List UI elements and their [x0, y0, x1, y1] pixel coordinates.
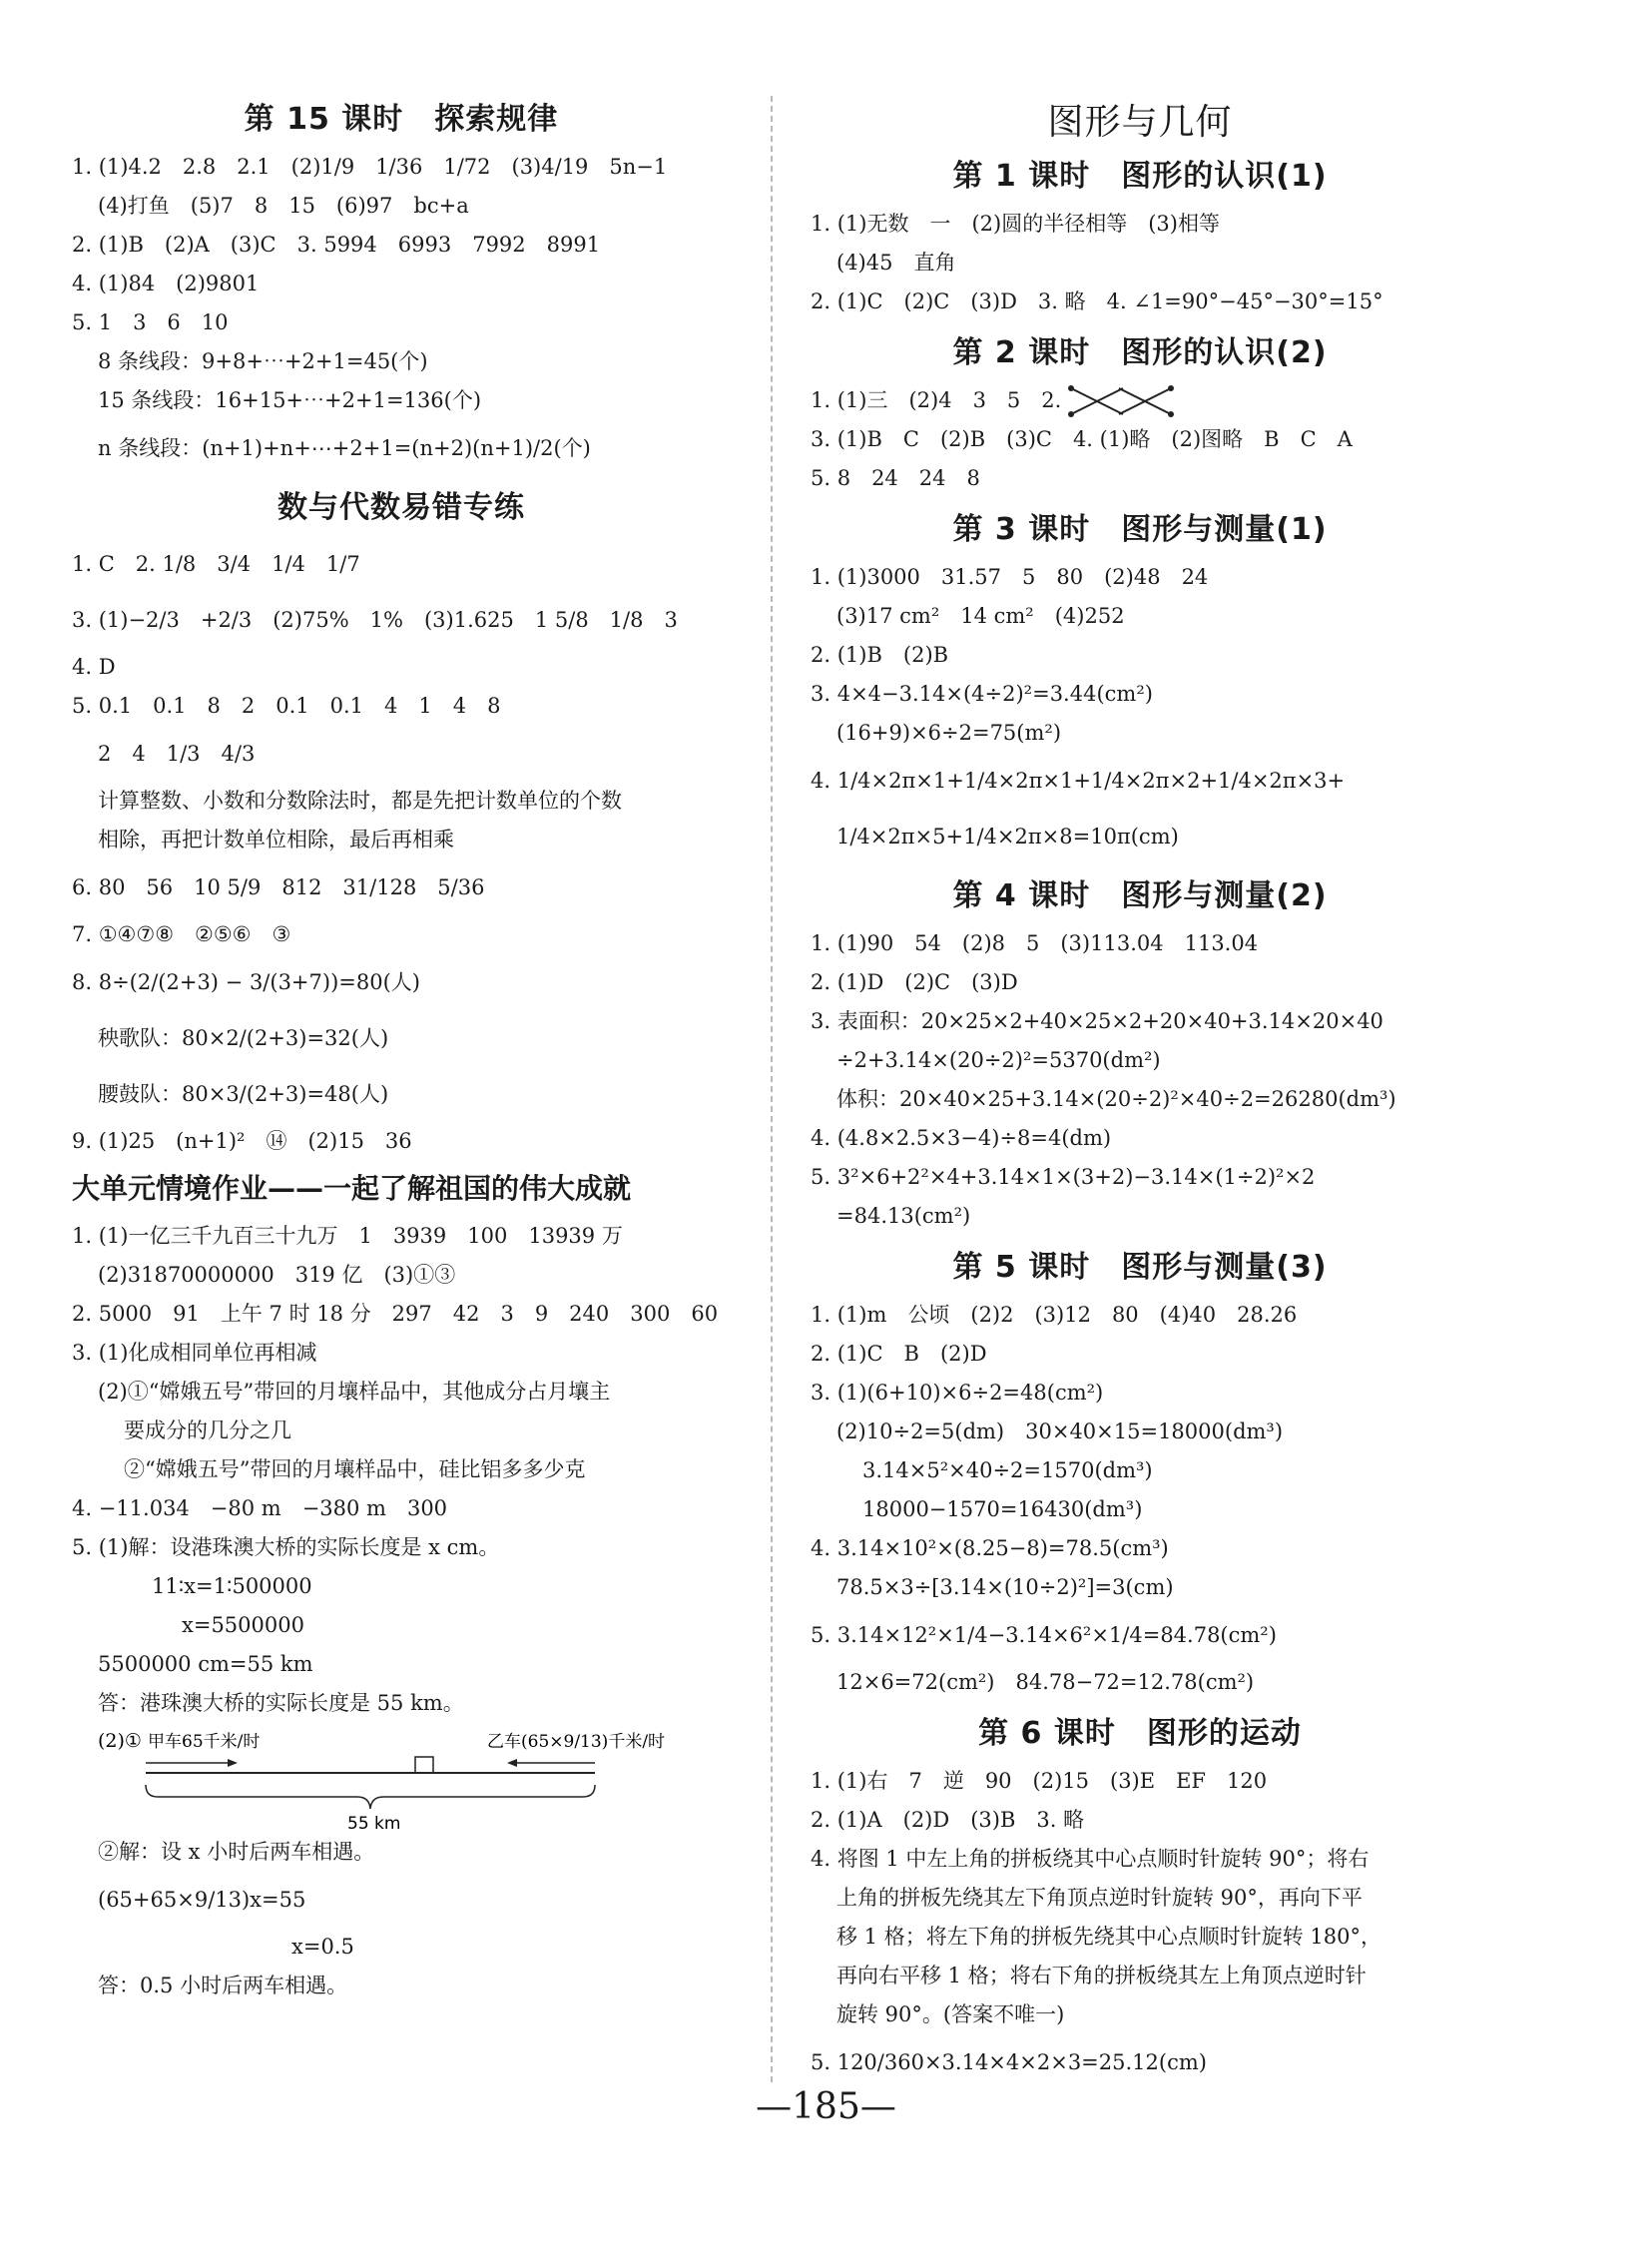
answer-line: 3.14×5²×40÷2=1570(dm³) — [862, 1458, 1153, 1482]
answer-line: 体积：20×40×25+3.14×(20÷2)²×40÷2=26280(dm³) — [836, 1087, 1396, 1111]
answer-line: 1. (1)4.2 2.8 2.1 (2)1/9 1/36 1/72 (3)4/19 5n−1 — [72, 155, 668, 179]
answer-line: 1. (1)90 54 (2)8 5 (3)113.04 113.04 — [811, 931, 1259, 955]
answer-line: 5500000 cm=55 km — [98, 1652, 313, 1676]
answer-line: 15 条线段：16+15+⋯+2+1=136(个) — [98, 388, 482, 412]
answer-line: 4. −11.034 −80 m −380 m 300 — [72, 1496, 448, 1520]
answer-line: 上角的拼板先绕其左下角顶点逆时针旋转 90°，再向下平 — [836, 1886, 1363, 1910]
answer-line: 5. (1)解：设港珠澳大桥的实际长度是 x cm。 — [72, 1535, 500, 1559]
left-column — [72, 88, 731, 2005]
answer-line: 3. (1)B C (2)B (3)C 4. (1)略 (2)图略 B C A — [811, 427, 1353, 451]
answer-line: 7. ①④⑦⑧ ②⑤⑥ ③ — [72, 922, 291, 946]
answer-line: 相除，再把计数单位相除，最后再相乘 — [98, 828, 454, 851]
answer-line: ②解：设 x 小时后两车相遇。 — [98, 1840, 375, 1864]
answer-line: 答：0.5 小时后两车相遇。 — [98, 1974, 348, 1997]
answer-line: 9. (1)25 (n+1)² ⑭ (2)15 36 — [72, 1129, 412, 1153]
answer-line: 1. (1)无数 一 (2)圆的半径相等 (3)相等 — [811, 212, 1220, 236]
answer-line: =84.13(cm²) — [836, 1204, 971, 1228]
meeting-line-diagram — [98, 1723, 717, 1833]
answer-line: 4. 1/4×2π×1+1/4×2π×1+1/4×2π×2+1/4×2π×3+ — [811, 769, 1346, 793]
answer-line: 5. 8 24 24 8 — [811, 466, 980, 490]
answer-line: 2. (1)B (2)A (3)C 3. 5994 6993 7992 8991 — [72, 233, 601, 257]
answer-line — [811, 381, 1469, 420]
answer-line: 2. (1)A (2)D (3)B 3. 略 — [811, 1808, 1085, 1832]
answer-line: 5. 1 3 6 10 — [72, 310, 229, 334]
answer-line: 3. 4×4−3.14×(4÷2)²=3.44(cm²) — [811, 682, 1153, 706]
answer-line: 3. 表面积：20×25×2+40×25×2+20×40+3.14×20×40 — [811, 1009, 1383, 1033]
answer-line: 4. 将图 1 中左上角的拼板绕其中心点顺时针旋转 90°；将右 — [811, 1847, 1370, 1871]
answer-line: 1. C 2. 1/8 3/4 1/4 1/7 — [72, 552, 360, 576]
distance-brace — [146, 1785, 595, 1809]
lesson-4-title: 第 4 课时 图形与测量(2) — [952, 878, 1328, 913]
lesson-6-title: 第 6 课时 图形的运动 — [978, 1716, 1302, 1751]
answer-line: 再向右平移 1 格；将右下角的拼板绕其左上角顶点逆时针 — [836, 1964, 1367, 1987]
answer-line: ②“嫦娥五号”带回的月壤样品中，硅比铝多多少克 — [124, 1457, 586, 1481]
answer-line: 11∶x=1∶500000 — [152, 1574, 312, 1598]
lesson-2-title: 第 2 课时 图形的认识(2) — [952, 335, 1328, 370]
answer-line: 4. (4.8×2.5×3−4)÷8=4(dm) — [811, 1126, 1112, 1150]
column-divider — [771, 96, 773, 2082]
answer-line: 3. (1)−2/3 +2/3 (2)75% 1% (3)1.625 1 5/8 1/8 3 — [72, 608, 678, 632]
answer-line: 4. D — [72, 655, 116, 679]
car-a-label: 甲车65千米/时 — [148, 1732, 261, 1752]
answer-line: (16+9)×6÷2=75(m²) — [836, 721, 1062, 745]
answer-line: 12×6=72(cm²) 84.78−72=12.78(cm²) — [836, 1670, 1255, 1694]
answer-text: 1. (1)三 (2)4 3 5 2. — [811, 388, 1062, 412]
car-b-label: 乙车(65×9/13)千米/时 — [487, 1732, 666, 1752]
answer-line: 3. (1)(6+10)×6÷2=48(cm²) — [811, 1381, 1104, 1405]
answer-line: n 条线段：(n+1)+n+⋯+2+1=(n+2)(n+1)/2(个) — [98, 436, 591, 460]
answer-line: 78.5×3÷[3.14×(10÷2)²]=3(cm) — [836, 1575, 1174, 1599]
answer-line: 要成分的几分之几 — [124, 1418, 291, 1442]
answer-line: 2. (1)C (2)C (3)D 3. 略 4. ∠1=90°−45°−30°=15° — [811, 289, 1383, 313]
answer-line: 移 1 格；将左下角的拼板先绕其中心点顺时针旋转 180°， — [836, 1925, 1381, 1949]
page-number: —185— — [756, 2086, 896, 2127]
distance-label: 55 km — [347, 1814, 401, 1833]
error-practice-title: 数与代数易错专练 — [277, 490, 525, 525]
answer-line: 5. 3.14×12²×1/4−3.14×6²×1/4=84.78(cm²) — [811, 1623, 1277, 1647]
answer-line: 2 4 1/3 4/3 — [98, 742, 256, 766]
answer-line: (2)10÷2=5(dm) 30×40×15=18000(dm³) — [836, 1419, 1284, 1443]
answer-line: 6. 80 56 10 5/9 812 31/128 5/36 — [72, 875, 485, 899]
answer-line: (65+65×9/13)x=55 — [98, 1888, 306, 1912]
answer-line: 2. 5000 91 上午 7 时 18 分 297 42 3 9 240 300 60 — [72, 1302, 719, 1326]
answer-line: 8 条线段：9+8+⋯+2+1=45(个) — [98, 349, 428, 373]
answer-line: (2)①“嫦娥五号”带回的月壤样品中，其他成分占月壤主 — [98, 1380, 611, 1404]
answer-line: 3. (1)化成相同单位再相减 — [72, 1341, 317, 1365]
diagram-prefix: (2)① — [98, 1730, 142, 1752]
lesson-15-title: 第 15 课时 探索规律 — [244, 102, 559, 137]
meeting-marker — [415, 1757, 433, 1773]
unit-task-title: 大单元情境作业——一起了解祖国的伟大成就 — [72, 1172, 632, 1205]
answer-line: (4)45 直角 — [836, 251, 956, 275]
answer-line: 1. (1)3000 31.57 5 80 (2)48 24 — [811, 565, 1209, 589]
answer-line: 1. (1)一亿三千九百三十九万 1 3939 100 13939 万 — [72, 1224, 623, 1248]
answer-line: 5. 3²×6+2²×4+3.14×1×(3+2)−3.14×(1÷2)²×2 — [811, 1165, 1316, 1189]
answer-line: (3)17 cm² 14 cm² (4)252 — [836, 604, 1125, 628]
answer-line: 1/4×2π×5+1/4×2π×8=10π(cm) — [836, 825, 1179, 849]
answer-line: 腰鼓队：80×3/(2+3)=48(人) — [98, 1082, 389, 1106]
lesson-5-title: 第 5 课时 图形与测量(3) — [952, 1250, 1328, 1285]
answer-line: ÷2+3.14×(20÷2)²=5370(dm²) — [836, 1048, 1161, 1072]
answer-line: (4)打鱼 (5)7 8 15 (6)97 bc+a — [98, 194, 469, 218]
answer-line: 旋转 90°。(答案不唯一) — [836, 2002, 1065, 2026]
answer-line: 5. 120/360×3.14×4×2×3=25.12(cm) — [811, 2050, 1207, 2074]
answer-line: 8. 8÷(2/(2+3) − 3/(3+7))=80(人) — [72, 970, 420, 994]
answer-line: (2)31870000000 319 亿 (3)①③ — [98, 1263, 456, 1287]
car-a-arrowhead — [228, 1759, 238, 1767]
answer-line: 计算整数、小数和分数除法时，都是先把计数单位的个数 — [98, 789, 622, 813]
answer-line: 1. (1)m 公顷 (2)2 (3)12 80 (4)40 28.26 — [811, 1303, 1298, 1327]
answer-line: 2. (1)C B (2)D — [811, 1342, 987, 1366]
answer-line: 4. (1)84 (2)9801 — [72, 272, 260, 295]
answer-line: x=0.5 — [291, 1935, 354, 1959]
answer-line: 2. (1)B (2)B — [811, 643, 949, 667]
answer-line: 2. (1)D (2)C (3)D — [811, 970, 1018, 994]
answer-line: 5. 0.1 0.1 8 2 0.1 0.1 4 1 4 8 — [72, 694, 501, 718]
answer-line: 18000−1570=16430(dm³) — [862, 1497, 1143, 1521]
answer-line: x=5500000 — [182, 1613, 304, 1637]
lesson-3-title: 第 3 课时 图形与测量(1) — [952, 512, 1328, 547]
meeting-diagram — [72, 1723, 731, 1833]
lesson-1-title: 第 1 课时 图形的认识(1) — [952, 159, 1328, 194]
car-b-arrowhead — [507, 1759, 517, 1767]
answer-line: 4. 3.14×10²×(8.25−8)=78.5(cm³) — [811, 1536, 1169, 1560]
right-column — [811, 88, 1469, 2090]
section-title: 图形与几何 — [1047, 102, 1233, 143]
answer-line: 答：港珠澳大桥的实际长度是 55 km。 — [98, 1691, 464, 1715]
answer-line: 1. (1)右 7 逆 90 (2)15 (3)E EF 120 — [811, 1769, 1268, 1793]
crossing-lines-figure — [1067, 384, 1177, 418]
answer-line: 秧歌队：80×2/(2+3)=32(人) — [98, 1026, 389, 1050]
